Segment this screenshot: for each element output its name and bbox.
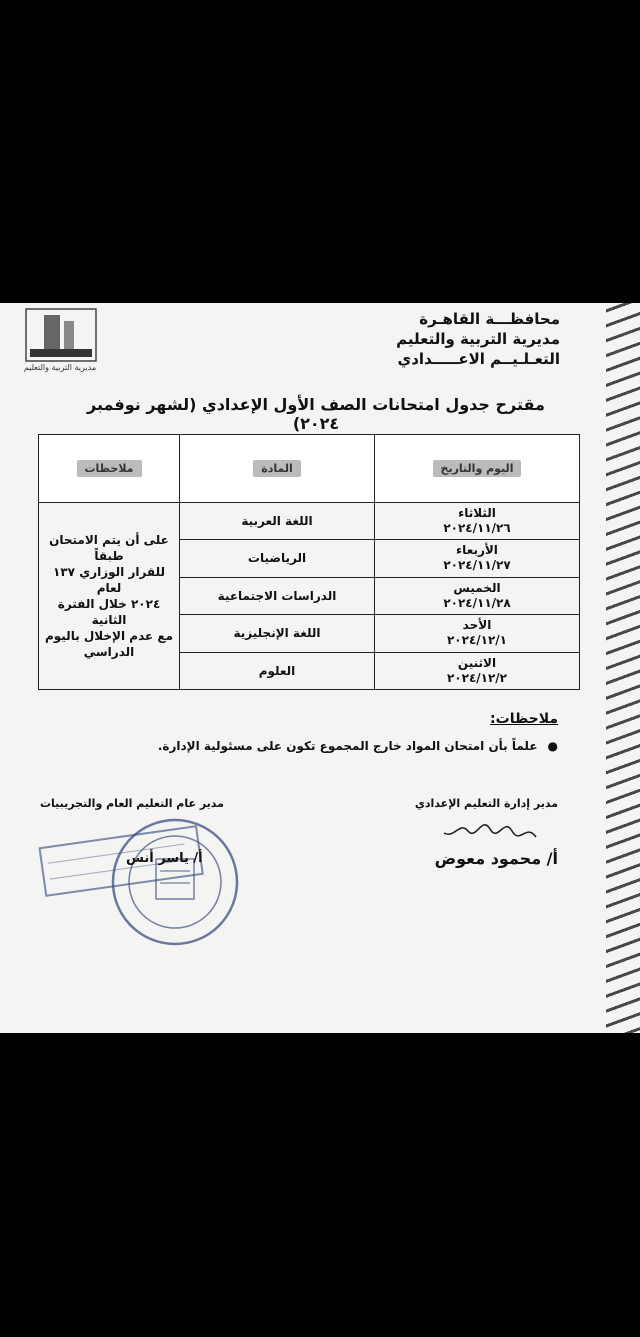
notes-heading: ملاحظات: [490,711,558,727]
header-governorate: محافظـــة القاهـرة [419,310,560,328]
table-row [39,502,580,539]
note-item [158,739,558,753]
header-day-date: اليوم والتاريخ [375,435,580,503]
signature-right-title: مدير إدارة التعليم الإعدادي [414,797,558,810]
subject-cell: الدراسات الاجتماعية [180,577,375,614]
subject-cell: اللغة العربية [180,502,375,539]
round-stamp-icon [108,815,242,949]
logo-caption: مديرية التربية والتعليم [23,363,97,372]
table-header-row [39,435,580,503]
signature-left-name: أ/ ياسر أنس [126,851,203,866]
header-department: التعـلـيــم الاعـــــدادي [397,350,560,368]
signature-right-name: أ/ محمود معوض [434,849,558,868]
document-title: مقترح جدول امتحانات الصف الأول الإعدادي (لشهر نوفمبر ٢٠٢٤) [87,395,545,433]
document-page [0,303,640,1033]
document-header [396,309,560,369]
signature-left-title: مدير عام التعليم العام والتجريبيات [40,797,224,810]
day-date-cell: الثلاثاء ٢٠٢٤/١١/٢٦ [375,502,580,539]
day-date-cell: الاثنين ٢٠٢٤/١٢/٢ [375,652,580,689]
header-directorate: مديرية التربية والتعليم [396,330,560,348]
note-text: علماً بأن امتحان المواد خارج المجموع تكون على مسئولية الإدارة. [157,739,538,753]
day-date-cell: الخميس ٢٠٢٤/١١/٢٨ [375,577,580,614]
notes-cell: على أن يتم الامتحان طبقاً للقرار الوزاري ١٣٧ لعام ٢٠٢٤ خلال الفترة الثانية مع عدم الإخلال باليوم الدراسي [39,502,180,689]
handwritten-signature-icon [440,817,540,851]
bullet-icon: ● [547,739,558,753]
day-date-cell: الأربعاء ٢٠٢٤/١١/٢٧ [375,540,580,577]
exam-schedule-table [38,434,580,690]
subject-cell: العلوم [180,652,375,689]
header-subject: المادة [180,435,375,503]
day-date-cell: الأحد ٢٠٢٤/١٢/١ [375,615,580,652]
header-notes: ملاحظات [39,435,180,503]
subject-cell: الرياضيات [180,540,375,577]
page-edge-pattern [606,303,640,1033]
subject-cell: اللغة الإنجليزية [180,615,375,652]
